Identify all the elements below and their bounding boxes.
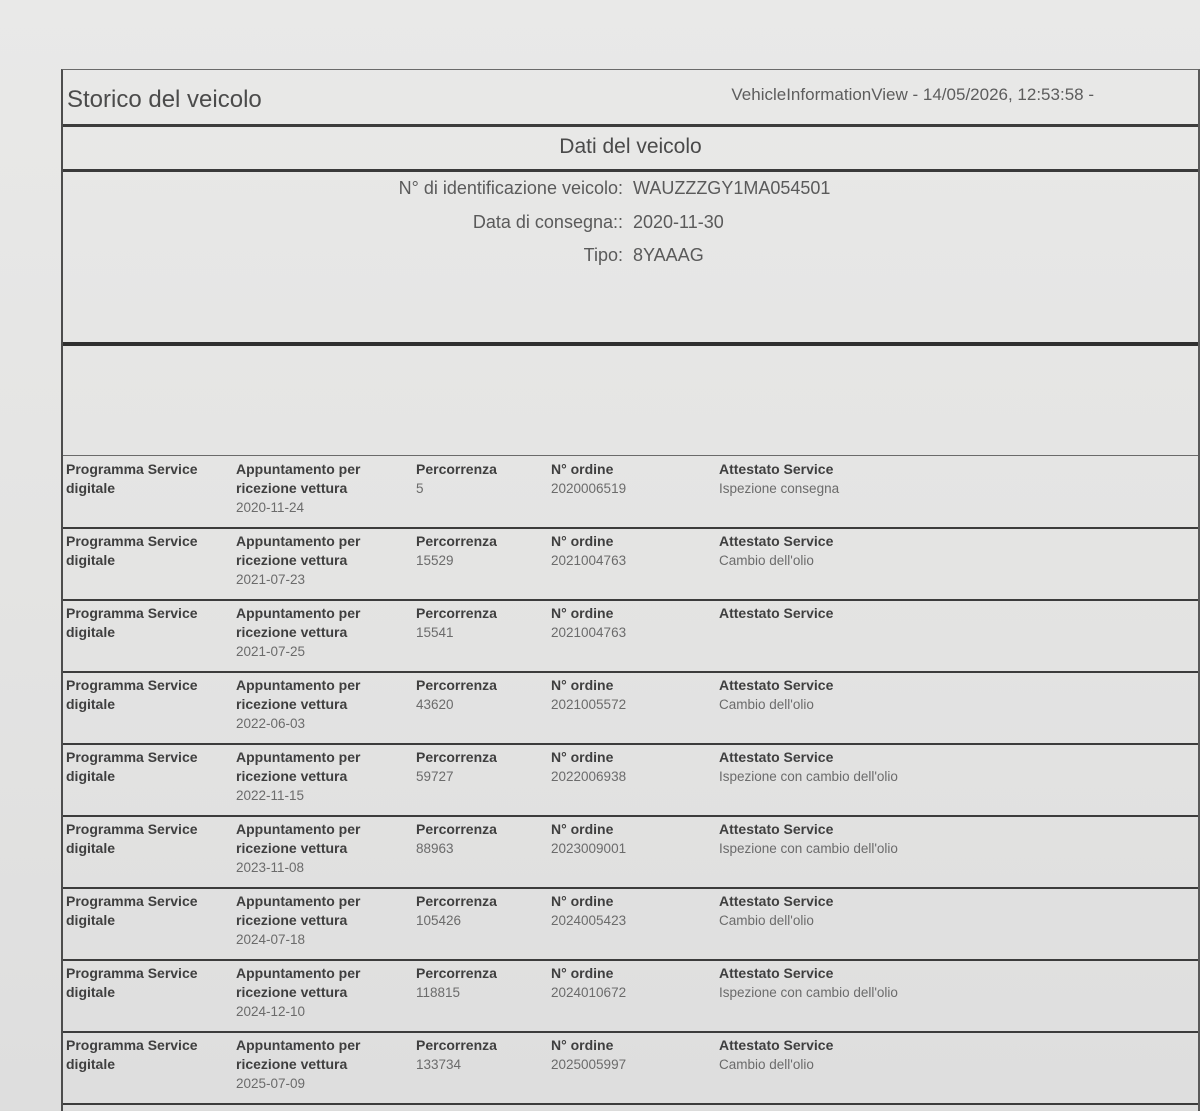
- mileage-value: 105426: [416, 913, 462, 928]
- mileage-value: 118815: [416, 985, 461, 1000]
- mileage-cell: [416, 748, 536, 786]
- appointment-value: 2020-11-24: [236, 500, 305, 515]
- order-value: 2025005997: [551, 1057, 627, 1072]
- appointment-value: 2023-11-08: [236, 860, 305, 875]
- appointment-value: 2025-07-09: [236, 1076, 306, 1091]
- certificate-cell: [719, 748, 919, 786]
- order-cell: [551, 604, 701, 642]
- program-cell: [66, 604, 226, 642]
- certificate-label: Attestato Service: [719, 749, 834, 765]
- appointment-cell: [236, 748, 396, 805]
- program-cell: [66, 676, 226, 714]
- order-label: N° ordine: [551, 533, 614, 549]
- divider: [63, 342, 1198, 346]
- appointment-cell: [236, 604, 396, 661]
- certificate-label: Attestato Service: [719, 893, 834, 909]
- page-title: Storico del veicolo: [67, 86, 262, 113]
- mileage-value: 43620: [416, 697, 454, 712]
- table-row: [63, 1033, 1198, 1105]
- mileage-label: Percorrenza: [416, 461, 497, 477]
- program-cell: [66, 748, 226, 786]
- appointment-label: Appuntamento per ricezione vettura: [236, 677, 361, 712]
- appointment-value: 2021-07-25: [236, 644, 306, 659]
- certificate-value: Ispezione con cambio dell'olio: [719, 985, 898, 1000]
- program-label: Programma Service digitale: [66, 1037, 198, 1072]
- appointment-label: Appuntamento per ricezione vettura: [236, 533, 361, 568]
- section-header: [63, 127, 1198, 172]
- vin-label: N° di identificazione veicolo:: [398, 178, 623, 198]
- mileage-value: 133734: [416, 1057, 462, 1072]
- table-row: [63, 817, 1198, 889]
- table-row: [63, 961, 1198, 1033]
- table-row: [63, 673, 1198, 745]
- order-cell: [551, 1036, 701, 1074]
- appointment-label: Appuntamento per ricezione vettura: [236, 461, 361, 496]
- program-label: Programma Service digitale: [66, 965, 198, 1000]
- appointment-label: Appuntamento per ricezione vettura: [236, 893, 361, 928]
- certificate-cell: [719, 892, 919, 930]
- certificate-label: Attestato Service: [719, 605, 834, 621]
- appointment-label: Appuntamento per ricezione vettura: [236, 749, 361, 784]
- certificate-value: Cambio dell'olio: [719, 697, 814, 712]
- appointment-cell: [236, 532, 396, 589]
- mileage-cell: [416, 820, 536, 858]
- certificate-cell: [719, 820, 919, 858]
- program-cell: [66, 460, 226, 498]
- appointment-label: Appuntamento per ricezione vettura: [236, 965, 361, 1000]
- order-label: N° ordine: [551, 821, 614, 837]
- certificate-label: Attestato Service: [719, 821, 834, 837]
- certificate-label: Attestato Service: [719, 461, 834, 477]
- mileage-label: Percorrenza: [416, 1037, 497, 1053]
- document-frame: [61, 69, 1200, 1111]
- type-value: 8YAAAG: [633, 245, 704, 265]
- table-row: [63, 457, 1198, 529]
- type-label: Tipo:: [583, 245, 623, 265]
- order-value: 2020006519: [551, 481, 627, 496]
- order-label: N° ordine: [551, 1037, 614, 1053]
- order-cell: [551, 532, 701, 570]
- certificate-cell: [719, 604, 919, 623]
- mileage-cell: [416, 460, 536, 498]
- order-label: N° ordine: [551, 461, 614, 477]
- certificate-cell: [719, 676, 919, 714]
- mileage-cell: [416, 892, 536, 930]
- mileage-value: 15529: [416, 553, 454, 568]
- program-label: Programma Service digitale: [66, 677, 198, 712]
- program-label: Programma Service digitale: [66, 461, 198, 496]
- mileage-value: 59727: [416, 769, 454, 784]
- delivery-date-value: 2020-11-30: [633, 212, 724, 232]
- order-value: 2021005572: [551, 697, 627, 712]
- certificate-cell: [719, 964, 919, 1002]
- mileage-label: Percorrenza: [416, 749, 497, 765]
- appointment-value: 2024-07-18: [236, 932, 306, 947]
- program-cell: [66, 532, 226, 570]
- appointment-label: Appuntamento per ricezione vettura: [236, 821, 361, 856]
- certificate-label: Attestato Service: [719, 1037, 834, 1053]
- appointment-cell: [236, 1036, 396, 1093]
- mileage-label: Percorrenza: [416, 533, 497, 549]
- order-cell: [551, 964, 701, 1002]
- program-label: Programma Service digitale: [66, 821, 198, 856]
- order-value: 2023009001: [551, 841, 627, 856]
- appointment-value: 2021-07-23: [236, 572, 306, 587]
- table-row: [63, 889, 1198, 961]
- mileage-label: Percorrenza: [416, 605, 497, 621]
- order-label: N° ordine: [551, 677, 614, 693]
- appointment-cell: [236, 892, 396, 949]
- appointment-cell: [236, 964, 396, 1021]
- mileage-cell: [416, 604, 536, 642]
- program-label: Programma Service digitale: [66, 605, 198, 640]
- view-timestamp: VehicleInformationView - 14/05/2026, 12:53:58 -: [731, 85, 1094, 104]
- certificate-cell: [719, 1036, 919, 1074]
- mileage-cell: [416, 1036, 536, 1074]
- program-cell: [66, 964, 226, 1002]
- certificate-label: Attestato Service: [719, 677, 834, 693]
- order-cell: [551, 460, 701, 498]
- mileage-value: 5: [416, 481, 424, 496]
- order-cell: [551, 820, 701, 858]
- certificate-value: Cambio dell'olio: [719, 913, 814, 928]
- certificate-label: Attestato Service: [719, 965, 834, 981]
- order-value: 2024005423: [551, 913, 627, 928]
- appointment-cell: [236, 820, 396, 877]
- order-cell: [551, 676, 701, 714]
- delivery-date-label: Data di consegna::: [472, 212, 623, 232]
- mileage-label: Percorrenza: [416, 893, 497, 909]
- table-row: [63, 745, 1198, 817]
- certificate-value: Ispezione consegna: [719, 481, 840, 496]
- vin-value: WAUZZZGY1MA054501: [633, 178, 831, 198]
- order-label: N° ordine: [551, 749, 614, 765]
- order-cell: [551, 748, 701, 786]
- title-bar: [63, 70, 1198, 127]
- appointment-cell: [236, 676, 396, 733]
- certificate-cell: [719, 460, 919, 498]
- order-label: N° ordine: [551, 605, 614, 621]
- order-label: N° ordine: [551, 965, 614, 981]
- mileage-value: 88963: [416, 841, 454, 856]
- certificate-value: Cambio dell'olio: [719, 553, 814, 568]
- order-value: 2024010672: [551, 985, 627, 1000]
- order-value: 2022006938: [551, 769, 627, 784]
- program-label: Programma Service digitale: [66, 893, 198, 928]
- appointment-value: 2022-11-15: [236, 788, 305, 803]
- program-cell: [66, 892, 226, 930]
- order-value: 2021004763: [551, 625, 627, 640]
- table-row: [63, 529, 1198, 601]
- program-label: Programma Service digitale: [66, 533, 198, 568]
- appointment-cell: [236, 460, 396, 517]
- mileage-cell: [416, 532, 536, 570]
- mileage-cell: [416, 964, 536, 1002]
- appointment-value: 2024-12-10: [236, 1004, 306, 1019]
- program-label: Programma Service digitale: [66, 749, 198, 784]
- certificate-value: Ispezione con cambio dell'olio: [719, 841, 898, 856]
- certificate-label: Attestato Service: [719, 533, 834, 549]
- program-cell: [66, 820, 226, 858]
- program-cell: [66, 1036, 226, 1074]
- certificate-cell: [719, 532, 919, 570]
- section-title: Dati del veicolo: [559, 135, 702, 158]
- appointment-value: 2022-06-03: [236, 716, 306, 731]
- table-row: [63, 601, 1198, 673]
- mileage-label: Percorrenza: [416, 965, 497, 981]
- certificate-value: Cambio dell'olio: [719, 1057, 814, 1072]
- order-cell: [551, 892, 701, 930]
- order-value: 2021004763: [551, 553, 627, 568]
- mileage-label: Percorrenza: [416, 677, 497, 693]
- mileage-label: Percorrenza: [416, 821, 497, 837]
- mileage-cell: [416, 676, 536, 714]
- certificate-value: Ispezione con cambio dell'olio: [719, 769, 898, 784]
- appointment-label: Appuntamento per ricezione vettura: [236, 605, 361, 640]
- mileage-value: 15541: [416, 625, 454, 640]
- appointment-label: Appuntamento per ricezione vettura: [236, 1037, 361, 1072]
- order-label: N° ordine: [551, 893, 614, 909]
- divider: [63, 455, 1198, 456]
